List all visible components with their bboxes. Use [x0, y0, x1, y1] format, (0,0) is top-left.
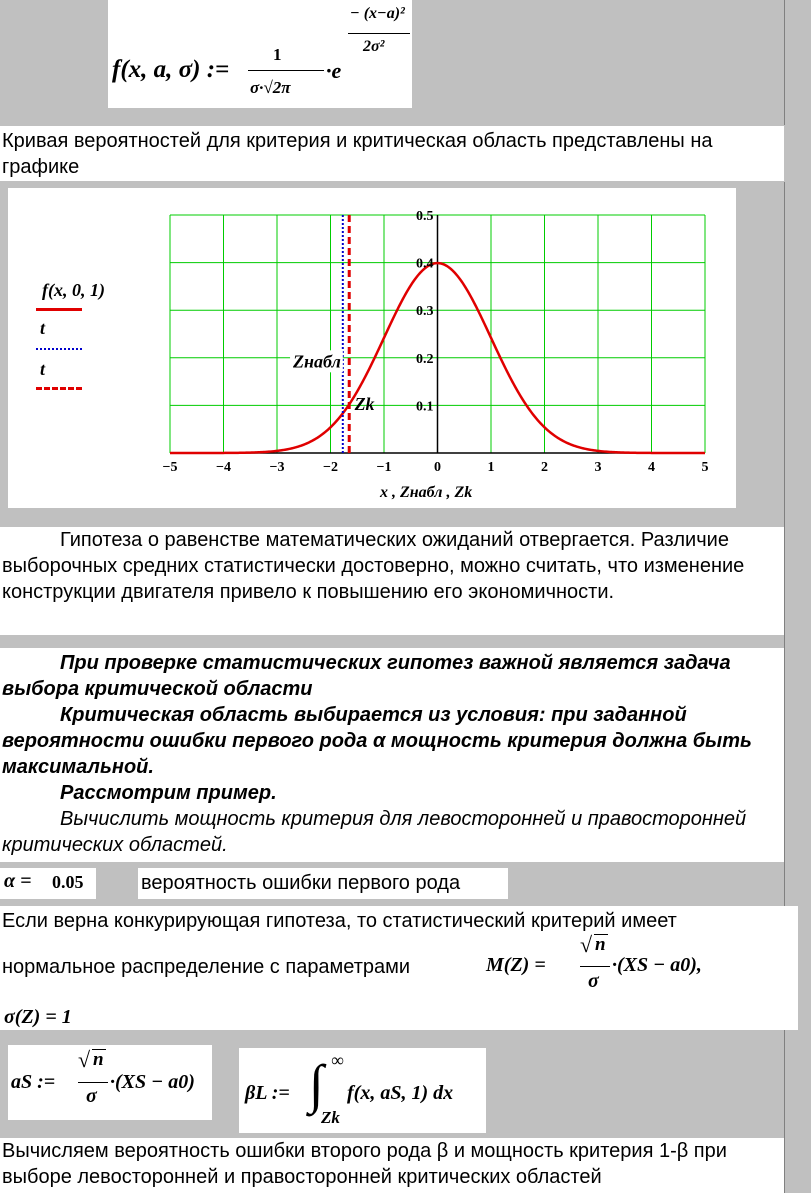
legend-swatch-dashed [36, 387, 82, 390]
formula-as-box[interactable] [8, 1045, 212, 1120]
y-tick-label: 0.5 [416, 209, 434, 224]
annotation-z-critical: Zk [354, 394, 375, 415]
critical-region-line4: Вычислить мощность критерия для левосторонней и правосторонней критических областей. [2, 808, 747, 856]
competing-line2: нормальное распределение с параметрами [2, 956, 411, 978]
paragraph-conclusion [0, 527, 784, 635]
page-margin-line [784, 182, 785, 1193]
y-tick-label: 0.1 [416, 399, 434, 415]
formula-exponent-denominator: 2σ² [363, 38, 385, 55]
competing-line1: Если верна конкурирующая гипотеза, то статистический критерий имеет [2, 910, 677, 932]
x-tick-label: −2 [323, 460, 338, 475]
alpha-lhs: α = [4, 870, 32, 892]
y-tick-label: 0.4 [416, 256, 434, 272]
mz-rhs: ·(XS − a0), [612, 954, 702, 976]
x-axis-label: x , Zнабл , Zk [380, 484, 473, 501]
alpha-definition[interactable] [0, 868, 96, 899]
x-tick-label: 3 [594, 460, 602, 475]
as-sigma: σ [86, 1085, 97, 1107]
sqrt-sign: √ [78, 1047, 91, 1072]
legend-swatch-dotted [36, 348, 82, 350]
as-rhs: ·(XS − a0) [110, 1071, 195, 1093]
x-tick-label: −4 [216, 460, 231, 475]
beta-integrand: f(x, aS, 1) dx [347, 1082, 454, 1104]
sqrt-sign: √ [580, 932, 593, 957]
x-tick-label: 0 [434, 460, 441, 475]
exponent-fraction-bar [348, 33, 410, 34]
y-tick-label: 0.3 [416, 304, 434, 320]
paragraph-critical-region [0, 648, 784, 862]
page-margin-line [784, 0, 785, 125]
mz-lhs: M(Z) = [486, 954, 546, 976]
paragraph-conclusion-text: Гипотеза о равенстве математических ожиданий отвергается. Различие выборочных средних статистически достоверно, можно считать, что изменение конструкции двигателя привело к повышению его экономичности. [2, 529, 745, 603]
legend-label-t-dashed: t [40, 359, 46, 379]
as-sqrt-n: n [93, 1049, 104, 1070]
x-tick-label: 5 [701, 460, 709, 475]
paragraph-power: Вычисляем вероятность ошибки второго рода β и мощность критерия 1-β при выборе левосторонней и правосторонней критических областей [0, 1138, 784, 1193]
alpha-label: вероятность ошибки первого рода [138, 868, 508, 899]
legend-label-t-dotted: t [40, 318, 46, 338]
formula-numerator: 1 [273, 45, 282, 64]
x-tick-label: −3 [269, 460, 285, 475]
critical-region-line3: Рассмотрим пример. [60, 782, 277, 804]
mz-sqrt-n: n [595, 934, 606, 955]
integral-sign: ∫ [309, 1054, 324, 1114]
y-tick-label: 0.2 [416, 351, 434, 367]
formula-denominator: σ·√2π [250, 78, 291, 97]
critical-region-line2: Критическая область выбирается из условия: при заданной вероятности ошибки первого рода α мощность критерия должна быть максимальной. [2, 704, 752, 778]
annotation-z-observed: Zнабл [293, 351, 341, 372]
legend-label-f: f(x, 0, 1) [42, 280, 105, 300]
x-tick-label: −1 [376, 460, 392, 475]
formula-beta-box[interactable] [239, 1048, 486, 1133]
as-fraction-bar [78, 1082, 108, 1083]
formula-lhs: f(x, a, σ) := [112, 56, 230, 83]
x-tick-label: 2 [541, 460, 548, 475]
beta-lower-limit: Zk [321, 1108, 340, 1127]
fraction-bar [248, 70, 324, 71]
critical-region-line1: При проверке статистических гипотез важной является задача выбора критической области [2, 652, 731, 700]
chart-box[interactable] [8, 188, 736, 508]
formula-exponent-numerator: − (x−a)² [350, 5, 405, 22]
formula-density-box[interactable] [108, 0, 412, 108]
beta-lhs: βL := [245, 1082, 290, 1104]
x-tick-label: 1 [487, 460, 495, 475]
beta-upper-limit: ∞ [331, 1050, 344, 1070]
mz-sigma: σ [588, 970, 599, 992]
x-tick-label: 4 [648, 460, 655, 475]
alpha-value: 0.05 [52, 872, 84, 892]
x-tick-label: −5 [162, 460, 178, 475]
mz-fraction-bar [580, 966, 610, 967]
sigma-z: σ(Z) = 1 [4, 1006, 72, 1028]
as-lhs: aS := [11, 1071, 56, 1093]
formula-e: ·e [326, 58, 342, 83]
probability-chart [8, 188, 736, 508]
legend-swatch-curve [36, 308, 82, 311]
paragraph-competing-hypothesis [0, 906, 798, 1030]
paragraph-intro: Кривая вероятностей для критерия и критическая область представлены на графике [0, 126, 784, 181]
